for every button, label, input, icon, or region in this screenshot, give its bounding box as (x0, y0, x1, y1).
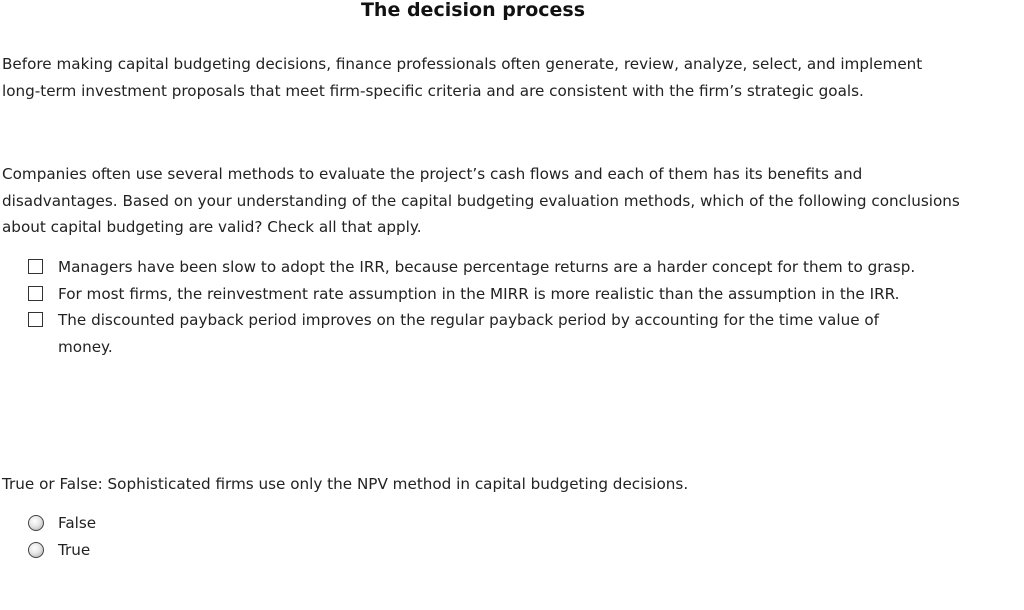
radio-option-true[interactable] (28, 537, 938, 564)
radio-option-label: False (58, 514, 97, 532)
page-title: The decision process (360, 0, 586, 21)
checkbox-option-irr[interactable] (28, 254, 938, 281)
intro-paragraph: Before making capital budgeting decisions, finance professionals often generate, review, analyze, select, and implement long-term investment proposals that meet firm-specific criteria and are consistent with the firm’s strategic goals. (2, 55, 923, 100)
checkbox-options (28, 254, 938, 360)
checkbox[interactable] (28, 312, 43, 327)
true-false-question: True or False: Sophisticated firms use only the NPV method in capital budgeting decisions. (2, 475, 689, 493)
checkbox-option-discounted-payback[interactable] (28, 307, 938, 360)
checkbox-option-mirr[interactable] (28, 281, 938, 308)
checkbox[interactable] (28, 259, 43, 274)
checkbox-option-label: The discounted payback period improves on the regular payback period by accounting for the time value of money. (58, 311, 880, 356)
radio-option-false[interactable] (28, 510, 938, 537)
radio-button[interactable] (28, 515, 44, 531)
radio-option-label: True (58, 540, 91, 559)
checkbox-option-label: For most firms, the reinvestment rate assumption in the MIRR is more realistic than the assumption in the IRR. (58, 284, 900, 303)
radio-options (28, 510, 938, 563)
radio-button[interactable] (28, 542, 44, 558)
question-paragraph: Companies often use several methods to evaluate the project’s cash flows and each of them has its benefits and disadvantages. Based on your understanding of the capital budgeting evaluation methods, which of the following conclusions about capital budgeting are valid? Check all that apply. (2, 165, 960, 236)
checkbox-option-label: Managers have been slow to adopt the IRR, because percentage returns are a harder concept for them to grasp. (58, 258, 916, 276)
checkbox[interactable] (28, 286, 43, 301)
